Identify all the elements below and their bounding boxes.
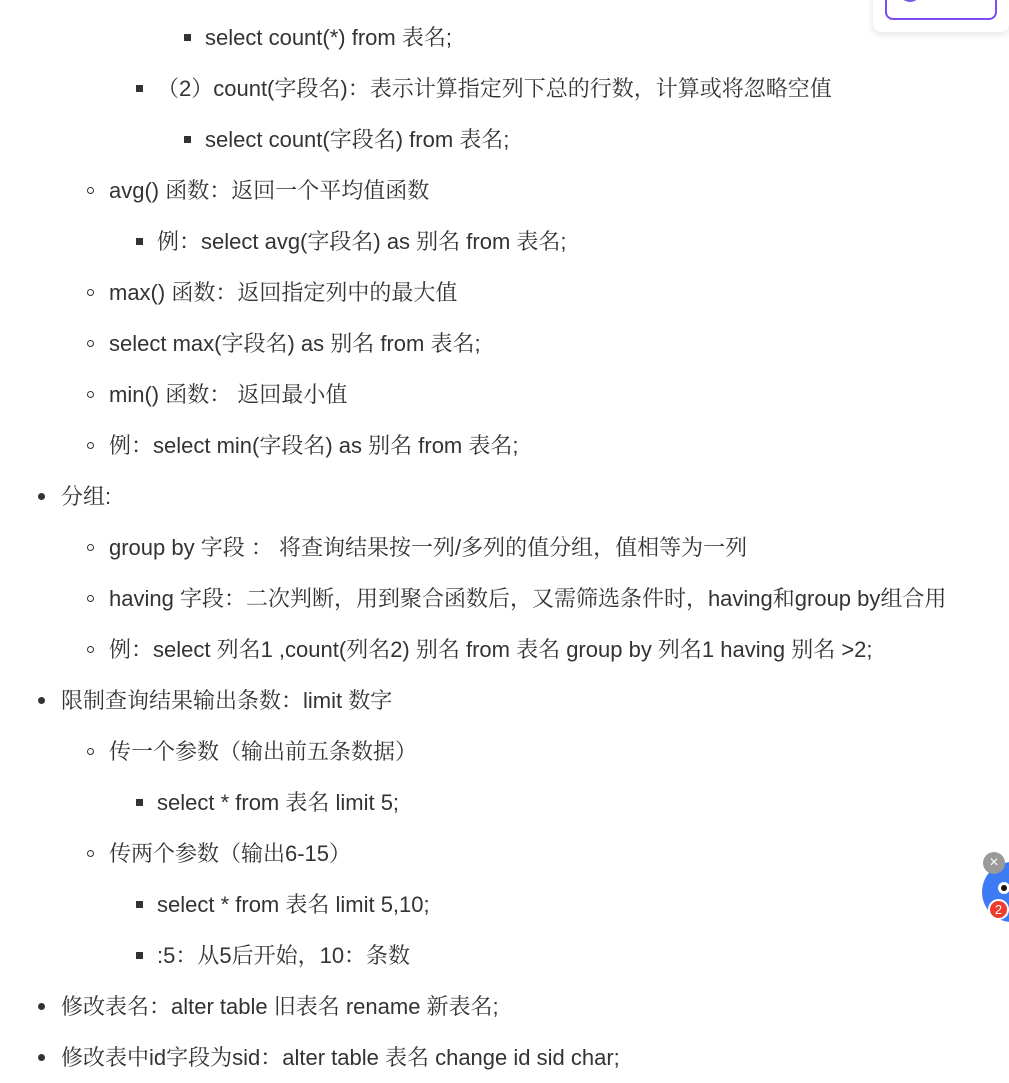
list-item-text: select count(字段名) from 表名; <box>205 127 510 152</box>
square-bullet <box>136 85 143 92</box>
list-item-text: 例：select 列名1 ,count(列名2) 别名 from 表名 group by 列名1 having 别名 >2; <box>109 637 873 662</box>
circle-bullet <box>87 595 94 602</box>
circle-bullet <box>87 544 94 551</box>
notification-badge: 2 <box>988 899 1009 920</box>
circle-bullet <box>87 340 94 347</box>
circle-bullet <box>87 187 94 194</box>
assistant-eye-icon <box>998 882 1009 894</box>
list-item-text: 修改表中id字段为sid：alter table 表名 change id sid char; <box>61 1045 620 1070</box>
list-item-text: select * from 表名 limit 5,10; <box>157 892 430 917</box>
square-bullet <box>136 901 143 908</box>
list-item-text: having 字段：二次判断，用到聚合函数后，又需筛选条件时，having和group by组合用 <box>109 586 947 611</box>
list-item-text: 例：select avg(字段名) as 别名 from 表名; <box>157 229 567 254</box>
list-item-text: select max(字段名) as 别名 from 表名; <box>109 331 481 356</box>
disc-bullet <box>38 1003 45 1010</box>
square-bullet <box>136 238 143 245</box>
square-bullet <box>184 136 191 143</box>
list-item-text: 例：select min(字段名) as 别名 from 表名; <box>109 433 519 458</box>
circle-bullet <box>87 289 94 296</box>
list-item-text: :5：从5后开始，10：条数 <box>157 943 411 968</box>
list-item-text: 分组: <box>61 484 112 509</box>
summary-label <box>931 0 971 2</box>
list-item-text: 修改表名：alter table 旧表名 rename 新表名; <box>61 994 499 1019</box>
list-item-text: 传一个参数（输出前五条数据） <box>109 739 418 764</box>
square-bullet <box>136 952 143 959</box>
circle-bullet <box>87 391 94 398</box>
ai-summary-icon <box>899 0 921 2</box>
disc-bullet <box>38 697 45 704</box>
circle-bullet <box>87 442 94 449</box>
list-item-text: min() 函数： 返回最小值 <box>109 382 348 407</box>
summary-button[interactable] <box>885 0 997 20</box>
list-item-text: （2）count(字段名)：表示计算指定列下总的行数，计算或将忽略空值 <box>157 76 832 101</box>
summary-card <box>873 0 1009 32</box>
square-bullet <box>136 799 143 806</box>
list-item-text: 限制查询结果输出条数：limit 数字 <box>61 688 393 713</box>
disc-bullet <box>38 493 45 500</box>
list-item-text: select * from 表名 limit 5; <box>157 790 400 815</box>
circle-bullet <box>87 850 94 857</box>
list-item-text: avg() 函数：返回一个平均值函数 <box>109 178 430 203</box>
list-item-text: group by 字段 ： 将查询结果按一列/多列的值分组，值相等为一列 <box>109 535 748 560</box>
list-item-text: select count(*) from 表名; <box>205 25 452 50</box>
list-item-text: max() 函数：返回指定列中的最大值 <box>109 280 458 305</box>
disc-bullet <box>38 1054 45 1061</box>
circle-bullet <box>87 646 94 653</box>
list-item-text: 传两个参数（输出6-15） <box>109 841 352 866</box>
circle-bullet <box>87 748 94 755</box>
square-bullet <box>184 34 191 41</box>
close-icon[interactable]: × <box>983 852 1005 874</box>
